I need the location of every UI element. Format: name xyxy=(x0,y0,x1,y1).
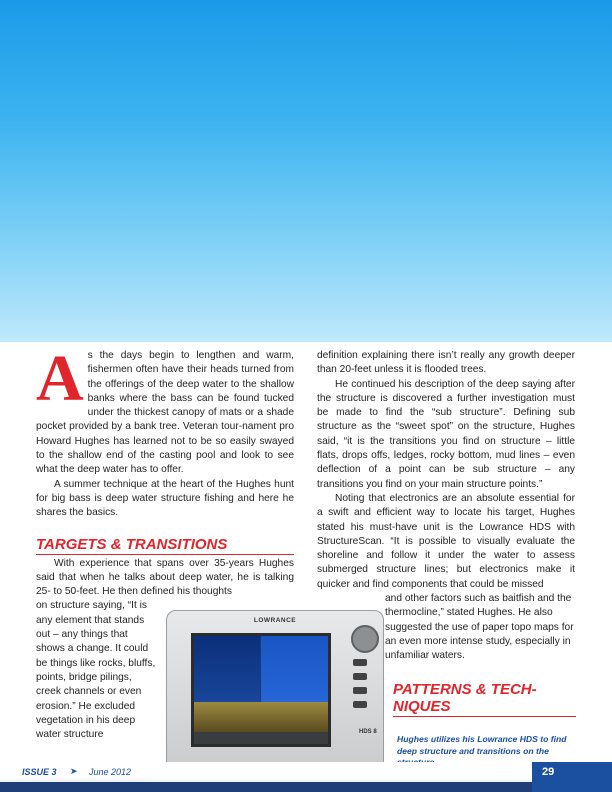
arrow-icon: ➤ xyxy=(70,766,78,776)
device-brand-label: LOWRANCE xyxy=(253,617,297,624)
device-model-label: HDS 8 xyxy=(359,729,377,735)
topo-maps-paragraph: and other factors such as baitfish and the thermocline,” stated Hughes. He also suggested the use of paper topo maps for an even more intense study, especially in unfamiliar waters. xyxy=(385,593,574,662)
footer-rule xyxy=(0,782,532,792)
hero-photo-sky xyxy=(0,0,612,342)
drop-cap: A xyxy=(36,342,84,415)
softkey-bar xyxy=(194,732,328,744)
device-screen xyxy=(191,633,331,747)
issue-label: ISSUE 3 xyxy=(22,767,57,777)
photo-caption: Hughes utilizes his Lowrance HDS to find deep structure and transitions on the xyxy=(397,734,567,756)
section-heading-targets: TARGETS & TRANSITIONS xyxy=(36,536,294,555)
structure-definition-paragraph: on structure saying, “It is any element that stands out – any things that shows a change. It could be things like rocks, bluffs, points, bridge pilings, creek channels or even erosion.” He excluded vegetation in his deep water structure xyxy=(36,600,156,741)
device-key-icon xyxy=(353,659,367,666)
definition-paragraph: definition explaining there isn’t really any growth deeper than 20-feet unless it is flooded trees. xyxy=(317,350,575,376)
device-key-icon xyxy=(353,687,367,694)
sonar-bottom-contour xyxy=(194,702,328,732)
device-key-icon xyxy=(353,701,367,708)
electronics-paragraph: Noting that electronics are an absolute essential for a swift and efficient way to locate his target, Hughes stated his must-have unit is the Lowrance HDS with StructureScan. “It is possible to visually evaluate the shoreline and follow it under the water to assess submerged structure lines; but electronics make it quicker and find components that could be missed xyxy=(317,492,575,590)
device-body xyxy=(166,610,384,772)
issue-date: June 2012 xyxy=(89,767,132,777)
device-dial-icon xyxy=(351,625,379,653)
intro-paragraph: s the days begin to lengthen and warm, fishermen often have their heads turned from the offerings of the deep water to the shallow banks where the bass can be found tucked under the thickest canopy of mats or a shade pocket provided by a bank tree. Veteran tour-nament pro Howard Hughes has learned not to be so easily swayed to the shallow end of the casting pool and look to see what the deep water has to offer. xyxy=(36,350,294,476)
experience-paragraph: With experience that spans over 35-years Hughes said that when he talks about deep water, he is talking 25- to 50-feet. He then defined his thoughts xyxy=(36,557,294,598)
section-heading-patterns: PATTERNS & TECH-NIQUES xyxy=(393,681,576,717)
substructure-paragraph: He continued his description of the deep saying after the structure is discovered a further investigation must be made to find the “sub structure”. Defining sub structure as the “sweet spot” on the structure, Hughes said, “it is the transitions you find on structure – little flats, drops offs, ledges, rocky bottom, mud lines – even deflection of a point can be sub structure – any transitions you find on your main structure points.” xyxy=(317,378,575,490)
page-number: 29 xyxy=(542,766,555,778)
summer-technique-paragraph: A summer technique at the heart of the Hughes hunt for big bass is deep water structure fishing and here he shares the basics. xyxy=(36,478,294,519)
device-key-icon xyxy=(353,673,367,680)
